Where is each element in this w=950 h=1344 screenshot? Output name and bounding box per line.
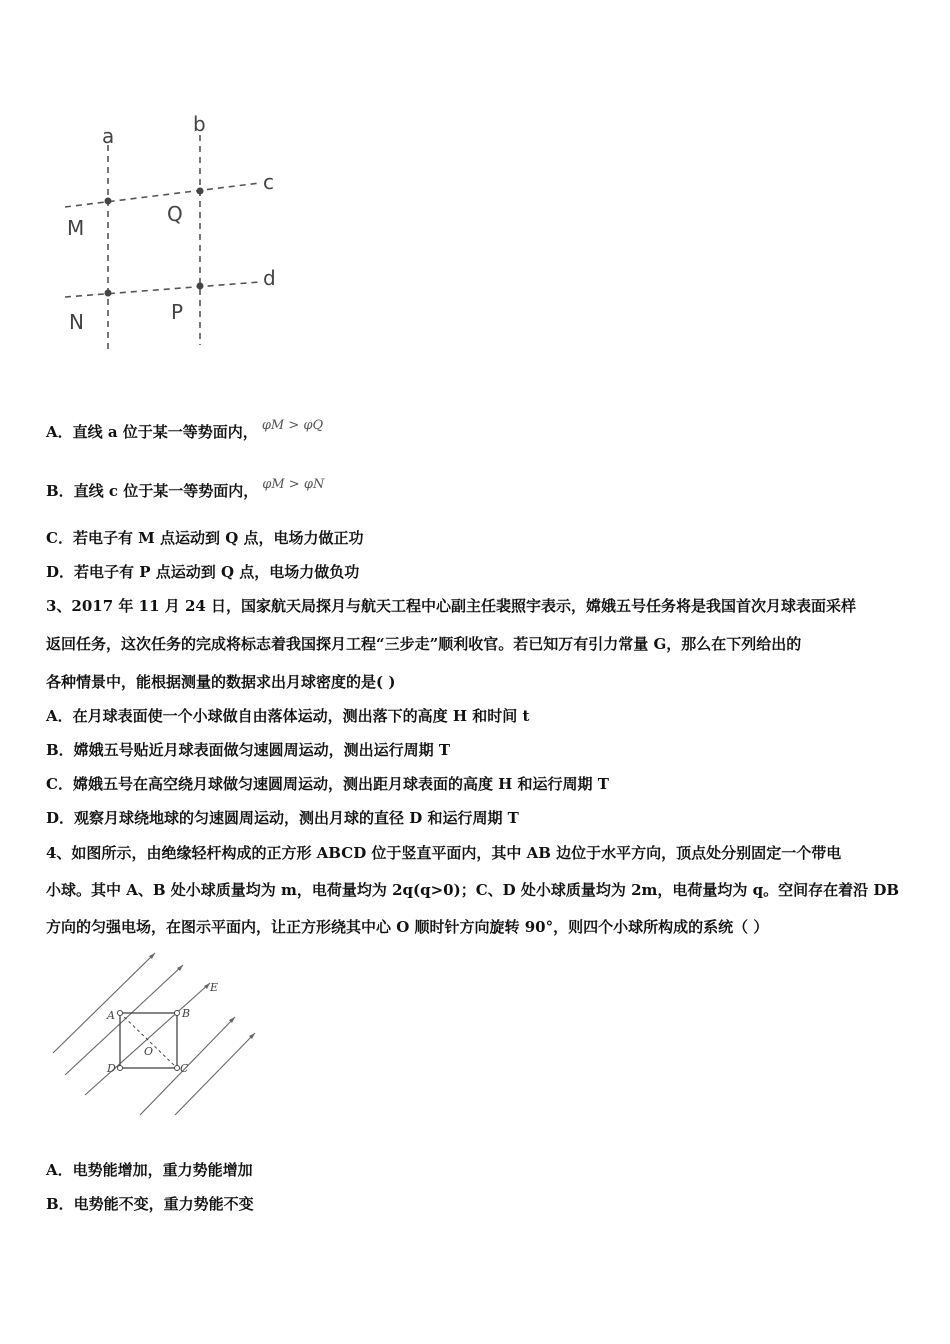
q2-option-a-formula: φM > φQ xyxy=(261,418,324,433)
label-E: E xyxy=(210,981,219,994)
label-b: b xyxy=(193,112,206,136)
equipotential-figure xyxy=(55,105,295,360)
q3-option-a: A．在月球表面使一个小球做自由落体运动，测出落下的高度 H 和时间 t xyxy=(46,707,530,725)
point-M xyxy=(105,198,112,205)
q4-option-a: A．电势能增加，重力势能增加 xyxy=(46,1161,253,1179)
vertex-D xyxy=(118,1066,123,1071)
q4-stem-line3: 方向的匀强电场，在图示平面内，让正方形绕其中心 O 顺时针方向旋转 90°，则四个小球所构成的系统（ ） xyxy=(46,918,769,936)
q2-option-b xyxy=(46,477,325,503)
label-c: c xyxy=(263,170,274,194)
q2-option-c: C．若电子有 M 点运动到 Q 点，电场力做正功 xyxy=(46,529,364,547)
line-d xyxy=(65,282,260,297)
point-P xyxy=(197,283,204,290)
label-B: B xyxy=(182,1007,191,1020)
label-N: N xyxy=(69,310,84,334)
q4-stem-line1: 4、如图所示，由绝缘轻杆构成的正方形 ABCD 位于竖直平面内，其中 AB 边位于水平方向，顶点处分别固定一个带电 xyxy=(46,844,842,862)
label-M: M xyxy=(67,216,85,240)
vertex-A xyxy=(118,1011,123,1016)
label-a: a xyxy=(102,124,115,148)
diagonal-DB xyxy=(120,1013,177,1068)
field-line xyxy=(65,965,183,1075)
q2-option-d: D．若电子有 P 点运动到 Q 点，电场力做负功 xyxy=(46,563,360,581)
q3-option-d: D．观察月球绕地球的匀速圆周运动，测出月球的直径 D 和运行周期 T xyxy=(46,809,519,827)
q4-stem-line2: 小球。其中 A、B 处小球质量均为 m，电荷量均为 2q(q>0)；C、D 处小球质量均为 2m，电荷量均为 q。空间存在着沿 DB xyxy=(46,881,900,899)
vertex-C xyxy=(175,1066,180,1071)
label-Q: Q xyxy=(167,202,183,226)
q3-option-c: C．嫦娥五号在高空绕月球做匀速圆周运动，测出距月球表面的高度 H 和运行周期 T xyxy=(46,775,609,793)
q2-option-a-text: A．直线 a 位于某一等势面内， xyxy=(46,423,258,441)
point-N xyxy=(105,290,112,297)
q3-stem-line3: 各种情景中，能根据测量的数据求出月球密度的是( ) xyxy=(46,673,396,691)
label-P: P xyxy=(171,300,184,324)
point-Q xyxy=(197,188,204,195)
q2-option-b-text: B．直线 c 位于某一等势面内， xyxy=(46,482,259,500)
vertex-B xyxy=(175,1011,180,1016)
label-d: d xyxy=(263,266,276,290)
q2-option-b-formula: φM > φN xyxy=(262,477,325,492)
label-O: O xyxy=(144,1045,154,1058)
q3-option-b: B．嫦娥五号贴近月球表面做匀速圆周运动，测出运行周期 T xyxy=(46,741,451,759)
label-D: D xyxy=(107,1062,116,1075)
q3-stem-line1: 3、2017 年 11 月 24 日，国家航天局探月与航天工程中心副主任裴照宇表示，嫦娥五号任务将是我国首次月球表面采样 xyxy=(46,597,857,615)
label-C: C xyxy=(180,1062,189,1075)
q3-stem-line2: 返回任务，这次任务的完成将标志着我国探月工程“三步走”顺利收官。若已知万有引力常量 G，那么在下列给出的 xyxy=(46,635,802,653)
q2-option-a xyxy=(46,418,324,444)
label-A: A xyxy=(107,1009,115,1022)
square-field-figure xyxy=(45,945,275,1120)
line-c xyxy=(65,183,260,207)
q4-option-b: B．电势能不变，重力势能不变 xyxy=(46,1195,254,1213)
